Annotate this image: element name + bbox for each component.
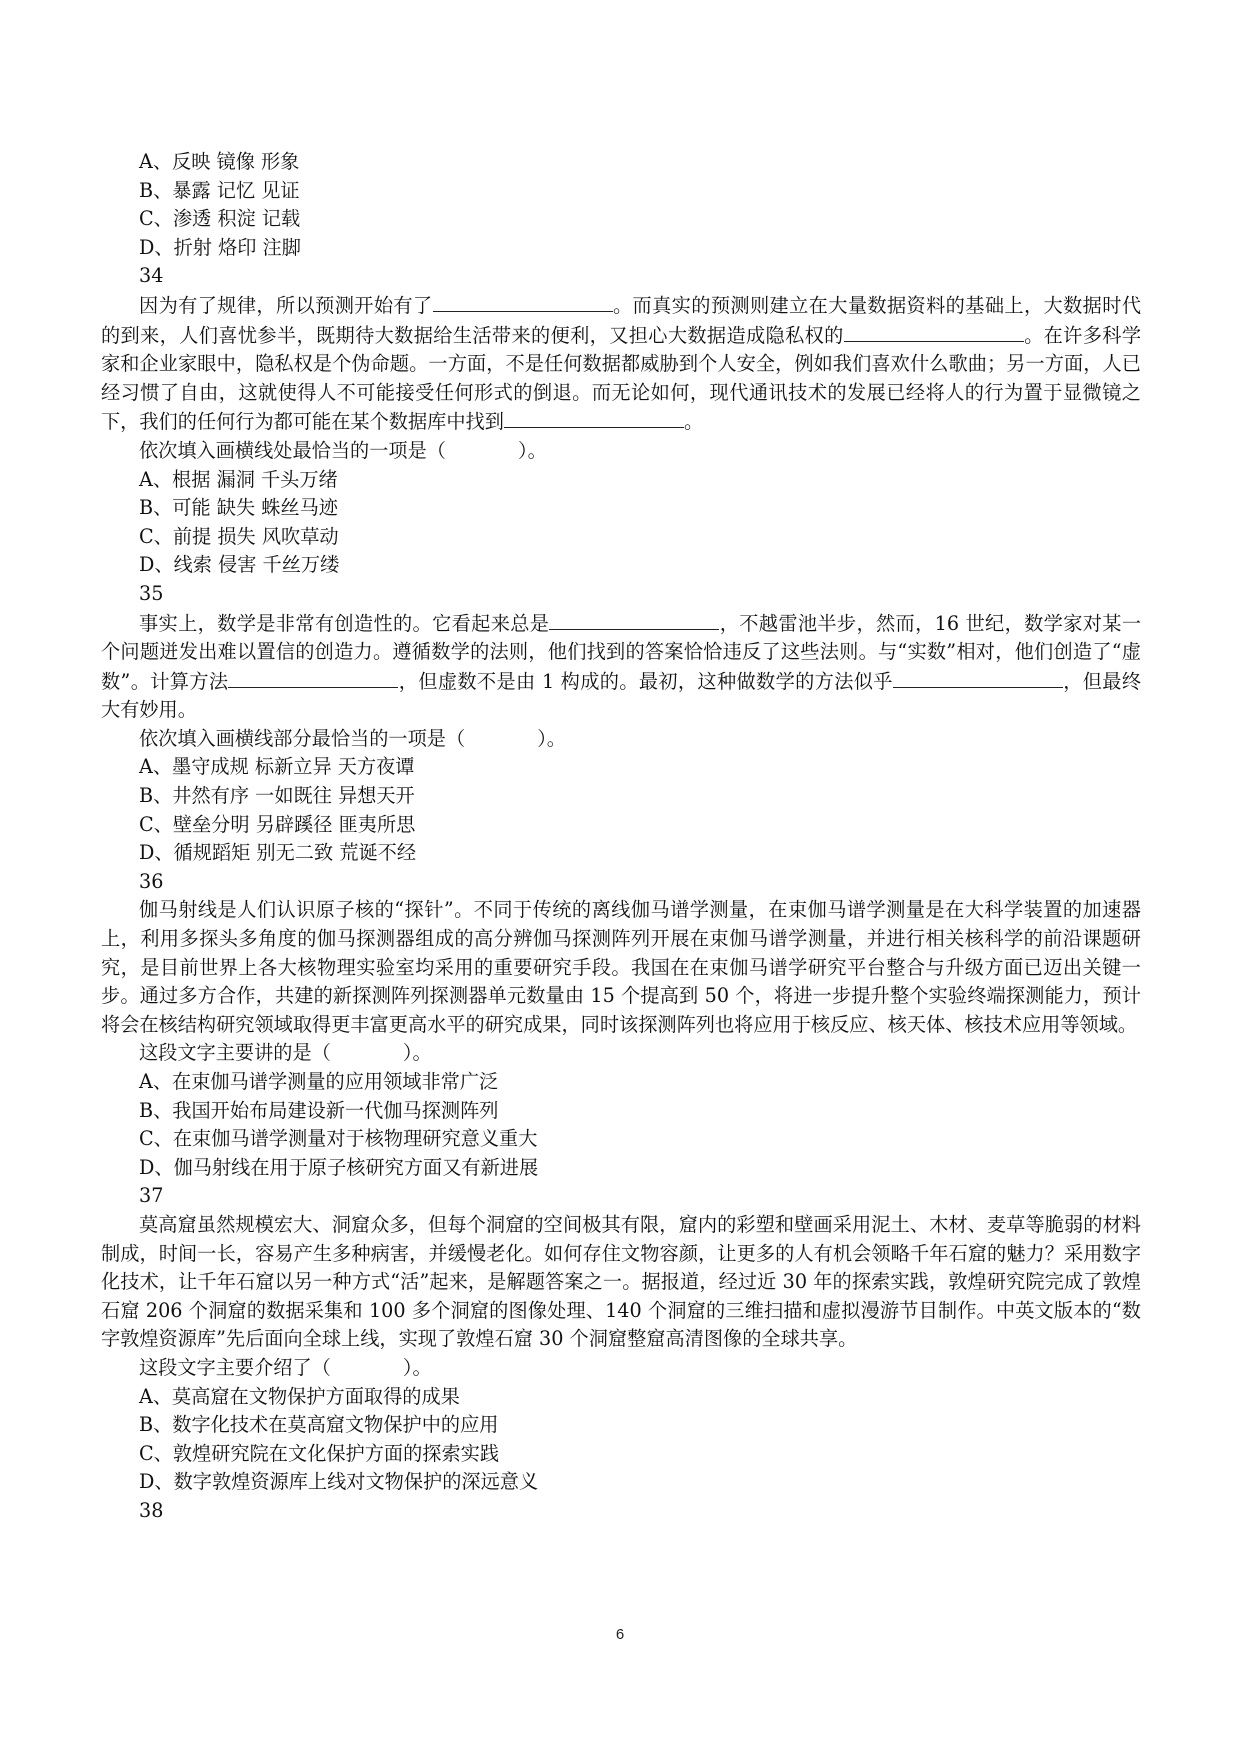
q34-option-c: C、前提 损失 风吹草动 <box>139 524 339 548</box>
q34-text-3: 。在许多科学家和企业家眼中，隐私权是个伪命题。一方面，不是任何数据都威胁到个人安全，例如我们喜欢什么歌曲；另一方面，人已经习惯了自由，这就使得人不可能接受任何形式的倒退。而无论如何，现代通讯技术的发展已经将人的行为置于显微镜之下，我们的任何行为都可能在某个数据库中找到 <box>101 323 1142 434</box>
q37-option-c: C、敦煌研究院在文化保护方面的探索实践 <box>139 1441 500 1465</box>
q35-option-a: A、墨守成规 标新立异 天方夜谭 <box>139 755 415 779</box>
q34-prompt-open: 依次填入画横线处最恰当的一项是（ <box>139 438 446 462</box>
answer-blank <box>844 321 1024 342</box>
q35-text-2: ，不越雷池半步，然而，16 世纪，数学家对某一个问题迸发出难以置信的创造力。遵循数学的法则，他们找到的答案恰恰违反了这些法则。与“实数”相对，他们创造了“虚数”。计算方法 <box>101 611 1142 693</box>
answer-blank <box>504 407 684 428</box>
q38-number: 38 <box>139 1498 164 1522</box>
q35-text-1: 事实上，数学是非常有创造性的。它看起来总是 <box>139 611 550 635</box>
q34-option-b: B、可能 缺失 蛛丝马迹 <box>139 496 338 520</box>
q35-text-3: ，但虚数不是由 1 构成的。最初，这种做数学的方法似乎 <box>398 669 893 693</box>
q33-option-b: B、暴露 记忆 见证 <box>139 178 300 202</box>
q33-option-a: A、反映 镜像 形象 <box>139 150 300 173</box>
q36-prompt <box>101 1039 1141 1068</box>
q34-number: 34 <box>139 264 164 288</box>
q34-passage <box>101 291 1141 437</box>
q36-number: 36 <box>139 869 164 893</box>
q34-option-d: D、线索 侵害 千丝万缕 <box>139 553 340 577</box>
q35-option-b: B、井然有序 一如既往 异想天开 <box>139 784 415 808</box>
q37-passage: 莫高窟虽然规模宏大、洞窟众多，但每个洞窟的空间极其有限，窟内的彩塑和壁画采用泥土、木材、麦草等脆弱的材料制成，时间一长，容易产生多种病害，并缓慢老化。如何存住文物容颜，让更多的人有机会领略千年石窟的魅力？采用数字化技术，让千年石窟以另一种方式“活”起来，是解题答案之一。据报道，经过近 30 年的探索实践，敦煌研究院完成了敦煌石窟 206 个洞窟的数据采集和 100 多个洞窟的图像处理、140 个洞窟的三维扫描和虚拟漫游节目制作。中英文版本的“数字敦煌资源库”先后面向全球上线，实现了敦煌石窟 30 个洞窟整窟高清图像的全球共享。 <box>101 1212 1141 1351</box>
answer-blank <box>433 291 613 312</box>
q36-prompt-open: 这段文字主要讲的是（ <box>139 1041 331 1065</box>
q35-passage <box>101 609 1141 725</box>
q35-prompt <box>101 725 1141 754</box>
q37-option-b: B、数字化技术在莫高窟文物保护中的应用 <box>139 1413 499 1437</box>
q34-prompt-close: ）。 <box>518 438 547 462</box>
page-number: 6 <box>615 1626 625 1643</box>
q34-text-2: 。而真实的预测则建立在大量数据资料的基础上，大数据时代的到来，人们喜忧参半，既期待大数据给生活带来的便利，又担心大数据造成隐私权的 <box>101 293 1142 347</box>
page-content <box>101 148 1141 1526</box>
answer-blank <box>893 667 1063 688</box>
q35-prompt-close: ）。 <box>537 726 566 750</box>
q35-prompt-open: 依次填入画横线部分最恰当的一项是（ <box>139 726 466 750</box>
q36-option-c: C、在束伽马谱学测量对于核物理研究意义重大 <box>139 1127 538 1151</box>
q37-prompt-close: ）。 <box>402 1355 432 1379</box>
q33-option-d: D、折射 烙印 注脚 <box>139 235 301 259</box>
q35-number: 35 <box>139 581 164 605</box>
q37-prompt <box>101 1354 1141 1383</box>
q36-prompt-close: ）。 <box>402 1041 432 1065</box>
q35-option-d: D、循规蹈矩 别无二致 荒诞不经 <box>139 841 417 865</box>
q35-option-c: C、壁垒分明 另辟蹊径 匪夷所思 <box>139 812 416 836</box>
q36-passage: 伽马射线是人们认识原子核的“探针”。不同于传统的离线伽马谱学测量，在束伽马谱学测量是在大科学装置的加速器上，利用多探头多角度的伽马探测器组成的高分辨伽马探测阵列开展在束伽马谱学测量，并进行相关核科学的前沿课题研究，是目前世界上各大核物理实验室均采用的重要研究手段。我国在在束伽马谱学研究平台整合与升级方面已迈出关键一步。通过多方合作，共建的新探测阵列探测器单元数量由 15 个提高到 50 个，将进一步提升整个实验终端探测能力，预计将会在核结构研究领域取得更丰富更高水平的研究成果，同时该探测阵列也将应用于核反应、核天体、核技术应用等领域。 <box>101 898 1141 1036</box>
q37-option-a: A、莫高窟在文物保护方面取得的成果 <box>139 1384 460 1408</box>
q34-text-4: 。 <box>683 410 704 434</box>
q34-option-a: A、根据 漏洞 千头万绪 <box>139 467 338 491</box>
q36-option-a: A、在束伽马谱学测量的应用领域非常广泛 <box>139 1070 499 1093</box>
answer-blank <box>228 667 398 688</box>
answer-blank <box>549 609 719 630</box>
q33-option-c: C、渗透 积淀 记载 <box>139 207 301 231</box>
q36-option-b: B、我国开始布局建设新一代伽马探测阵列 <box>139 1098 499 1122</box>
q37-option-d: D、数字敦煌资源库上线对文物保护的深远意义 <box>139 1470 539 1494</box>
q35-text-4: ，但最终大有妙用。 <box>101 669 1142 722</box>
q37-number: 37 <box>139 1184 164 1208</box>
q36-option-d: D、伽马射线在用于原子核研究方面又有新进展 <box>139 1155 539 1179</box>
q34-prompt <box>101 437 1141 466</box>
q37-prompt-open: 这段文字主要介绍了（ <box>139 1355 331 1379</box>
q34-text-1: 因为有了规律，所以预测开始有了 <box>139 293 433 317</box>
